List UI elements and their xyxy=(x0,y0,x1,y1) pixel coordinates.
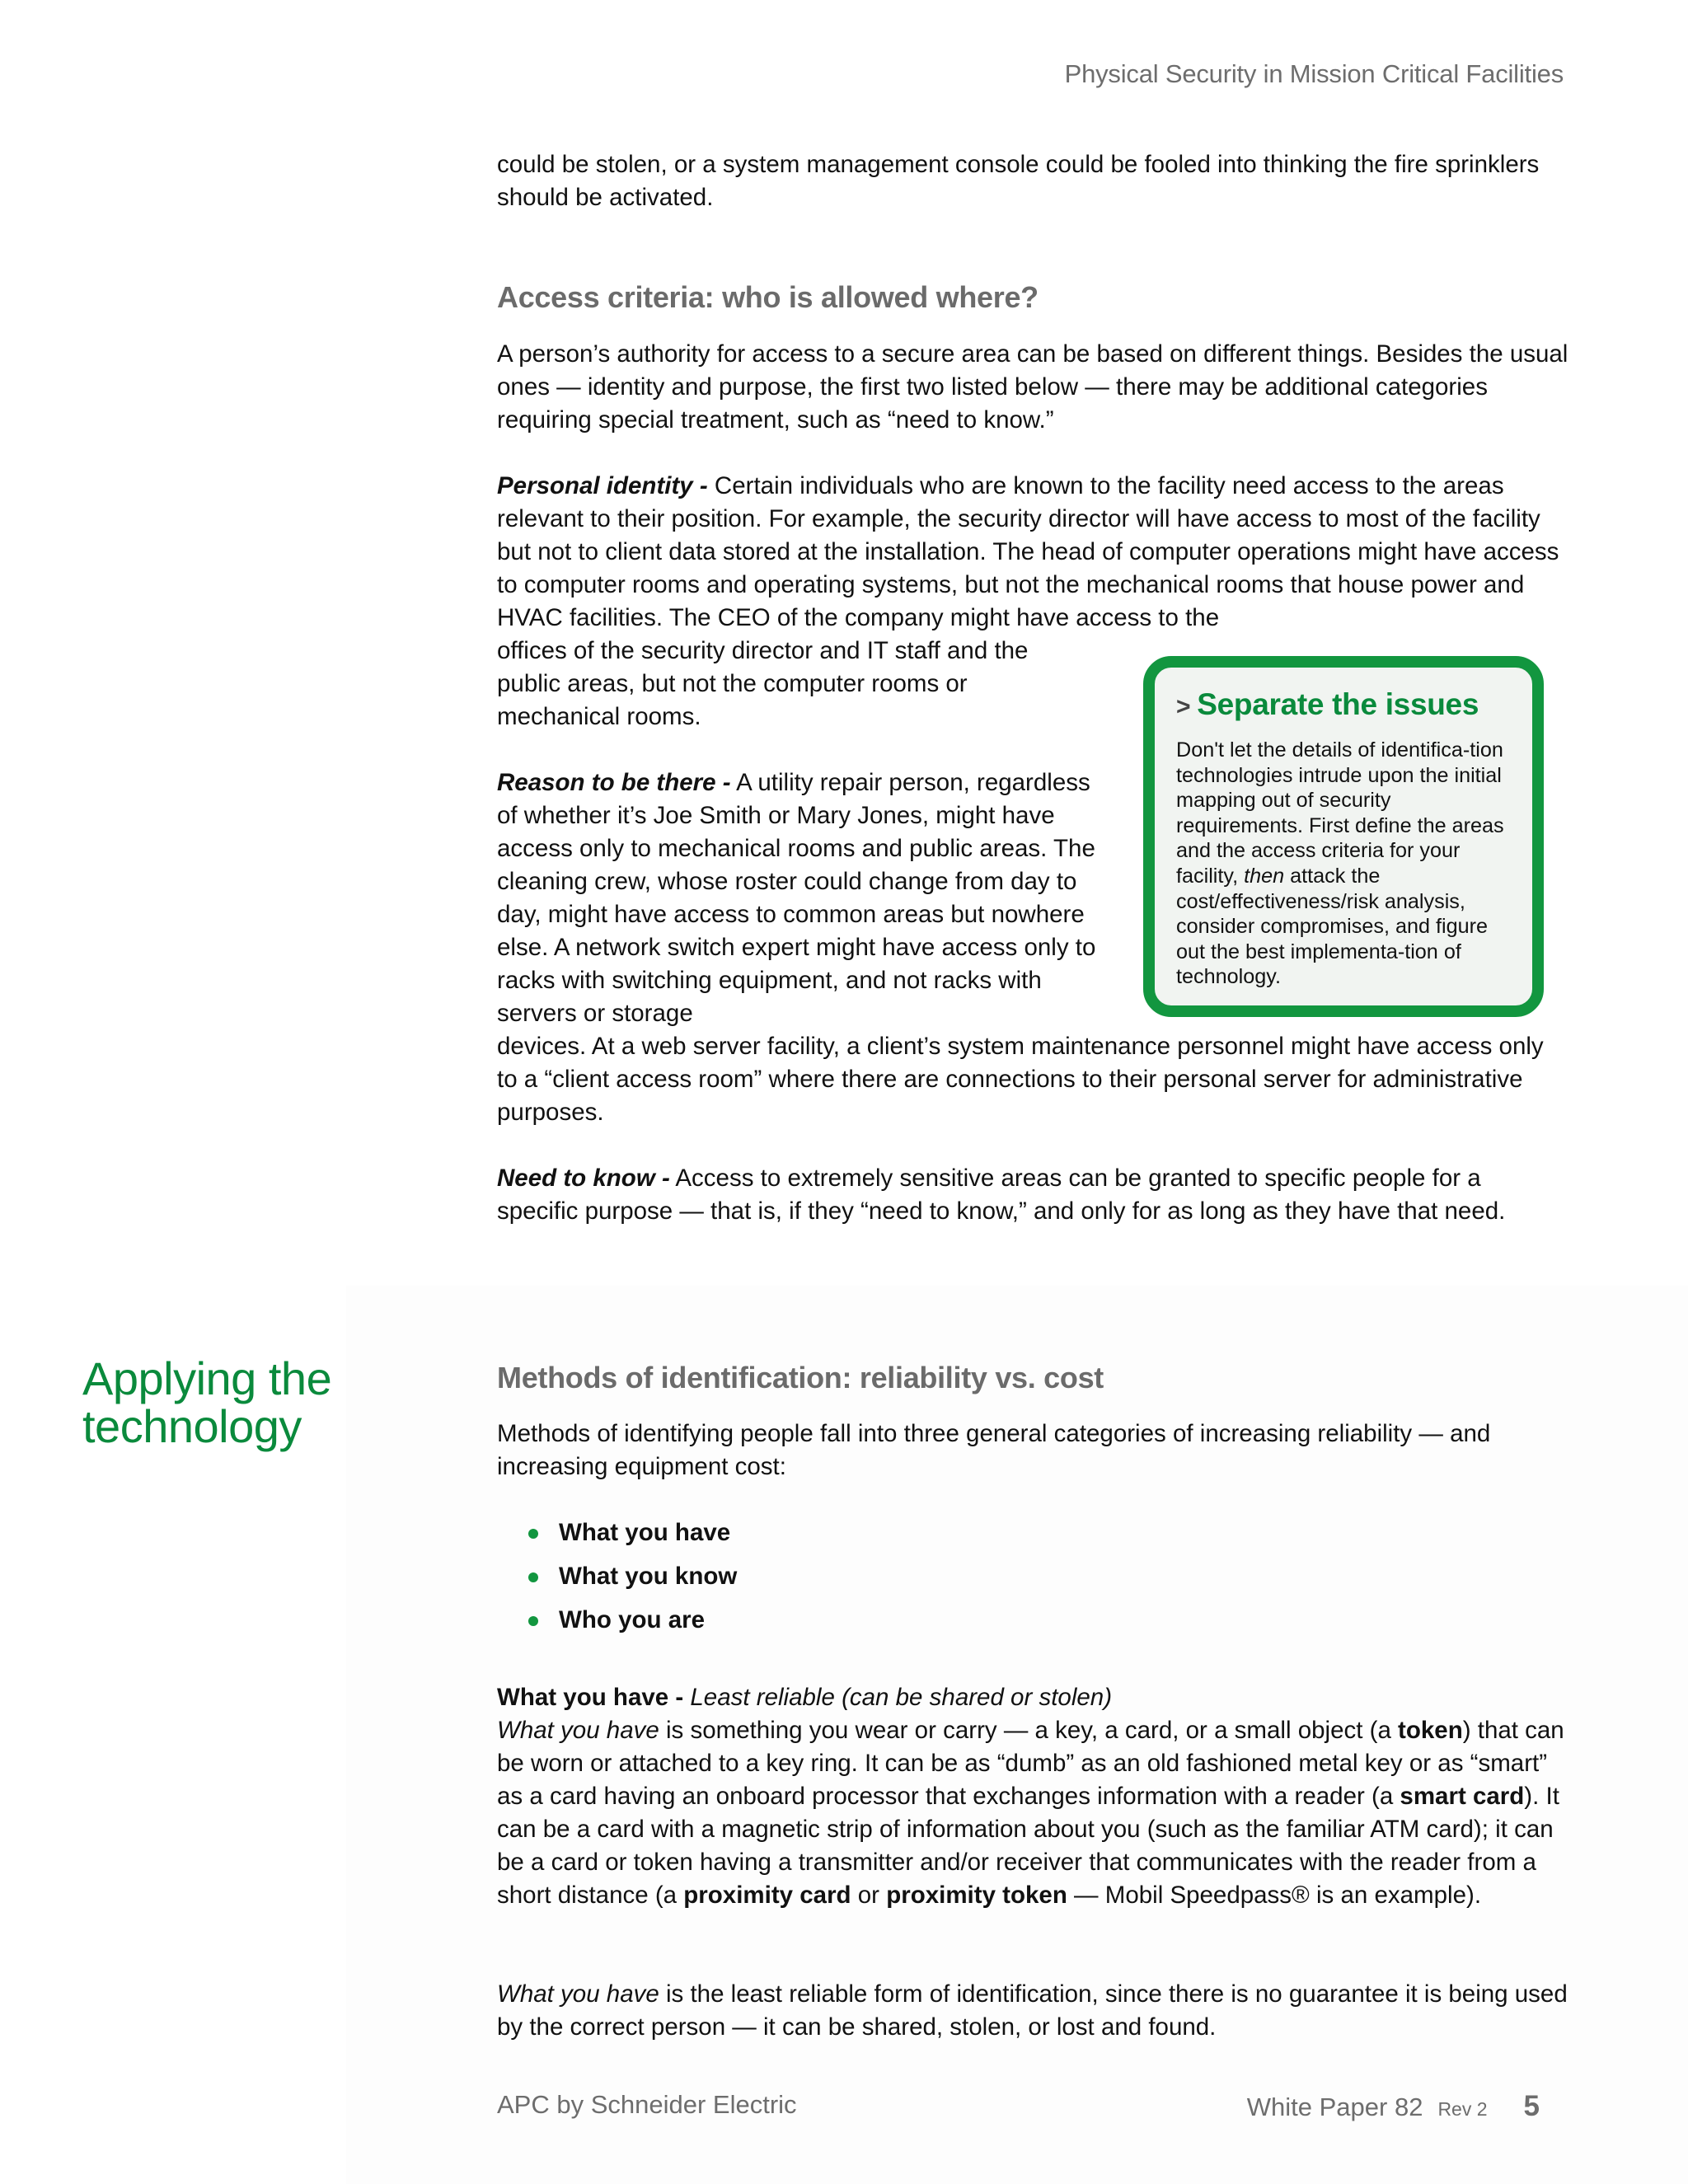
least-reliable-paragraph: What you have is the least reliable form of identification, since there is no guarantee it is being used by the correct person — it can be shared, stolen, or lost and found. xyxy=(497,1980,1568,2041)
reason-text-continued: devices. At a web server facility, a client’s system maintenance personnel might have access only to a “client access room” where there are connections to their personal server for administrative purposes. xyxy=(497,1033,1544,1126)
methods-bullet-list xyxy=(497,1516,1568,1647)
list-item: What you have xyxy=(497,1516,1568,1560)
methods-intro-text: Methods of identifying people fall into three general categories of increasing reliability — and increasing equipment cost: xyxy=(497,1420,1491,1480)
footer-company: APC by Schneider Electric xyxy=(497,2090,797,2119)
reason-continued xyxy=(497,1030,1568,1129)
footer-paper-title: White Paper 82 xyxy=(1246,2093,1423,2121)
intro-text: could be stolen, or a system management console could be fooled into thinking the fire sprinklers should be activated. xyxy=(497,151,1540,211)
reason-paragraph xyxy=(497,766,1111,1030)
running-header: Physical Security in Mission Critical Facilities xyxy=(1064,59,1564,88)
access-intro-text: A person’s authority for access to a secure area can be based on different things. Besides the usual ones — identity and purpose, the first two listed below — there may be additional categories requiring special treatment, such as “need to know.” xyxy=(497,340,1568,434)
callout-body-emphasis: then xyxy=(1244,864,1285,888)
what-you-have-label: What you have - xyxy=(497,1684,684,1711)
bullet-dot-icon xyxy=(528,1572,538,1582)
list-item: Who you are xyxy=(497,1604,1568,1647)
bullet-dot-icon xyxy=(528,1529,538,1539)
reason-lead: Reason to be there - xyxy=(497,769,731,796)
methods-intro-paragraph xyxy=(497,1418,1568,1483)
callout-title xyxy=(1176,687,1514,724)
personal-identity-continued xyxy=(497,635,1074,733)
methods-heading: Methods of identification: reliability vs. cost xyxy=(497,1361,1104,1394)
what-you-have-heading-line xyxy=(497,1681,1568,1714)
personal-identity-lead: Personal identity - xyxy=(497,472,708,499)
what-you-have-sublabel: Least reliable (can be shared or stolen) xyxy=(683,1684,1113,1711)
separate-issues-callout xyxy=(1143,656,1544,1017)
footer-paper-info xyxy=(1247,2090,1540,2123)
need-to-know-paragraph xyxy=(497,1162,1568,1228)
reason-text: A utility repair person, regardless of whether it’s Joe Smith or Mary Jones, might have access only to mechanical rooms and public areas. The cleaning crew, whose roster could change from day to day, might have access to common areas but nowhere else. A network switch expert might have access only to racks with switching equipment, and not racks with servers or storage xyxy=(497,769,1096,1027)
list-item: What you know xyxy=(497,1560,1568,1604)
callout-body-text-1: Don't let the details of identifica-tion technologies intrude upon the initial mapping out of security requirements. First define the areas and the access criteria for your facility, xyxy=(1176,738,1504,888)
what-you-have-paragraph xyxy=(497,1681,1568,1912)
chevron-right-icon: > xyxy=(1176,693,1191,720)
what-you-have-body: What you have is something you wear or carry — a key, a card, or a small object (a token) that can be worn or attached to a key ring. It can be as “dumb” as an old fashioned metal key or as “smart” as a card having an onboard processor that exchanges information with a reader (a smart card). It can be a card with a magnetic strip of information about you (such as the familiar ATM card); it can be a card or token having a transmitter and/or receiver that communicates with the reader from a short distance (a proximity card or proximity token — Mobil Speedpass® is an example). xyxy=(497,1717,1564,1909)
access-criteria-heading: Access criteria: who is allowed where? xyxy=(497,280,1039,314)
need-to-know-text: Access to extremely sensitive areas can be granted to specific people for a specific purpose — that is, if they “need to know,” and only for as long as they have that need. xyxy=(497,1165,1506,1225)
need-to-know-lead: Need to know - xyxy=(497,1165,670,1192)
callout-body-text-2: attack the cost/effectiveness/risk analysis, consider compromises, and figure out the best implementa-tion of technology. xyxy=(1176,864,1488,989)
footer-revision: Rev 2 xyxy=(1437,2098,1488,2120)
personal-identity-paragraph xyxy=(497,470,1568,635)
bullet-dot-icon xyxy=(528,1616,538,1626)
callout-title-text: Separate the issues xyxy=(1197,687,1479,721)
intro-paragraph xyxy=(497,148,1568,214)
access-intro-paragraph xyxy=(497,338,1568,437)
section-title: Applying the technology xyxy=(82,1352,332,1452)
personal-identity-text-continued: offices of the security director and IT staff and the public areas, but not the computer rooms or mechanical rooms. xyxy=(497,637,1029,730)
personal-identity-text: Certain individuals who are known to the facility need access to the areas relevant to their position. For example, the security director will have access to most of the facility but not to client data stored at the installation. The head of computer operations might have access to computer rooms and operating systems, but not the mechanical rooms that house power and HVAC facilities. The CEO of the company might have access to the xyxy=(497,472,1559,631)
callout-body xyxy=(1176,738,1514,990)
page-number: 5 xyxy=(1523,2090,1540,2122)
